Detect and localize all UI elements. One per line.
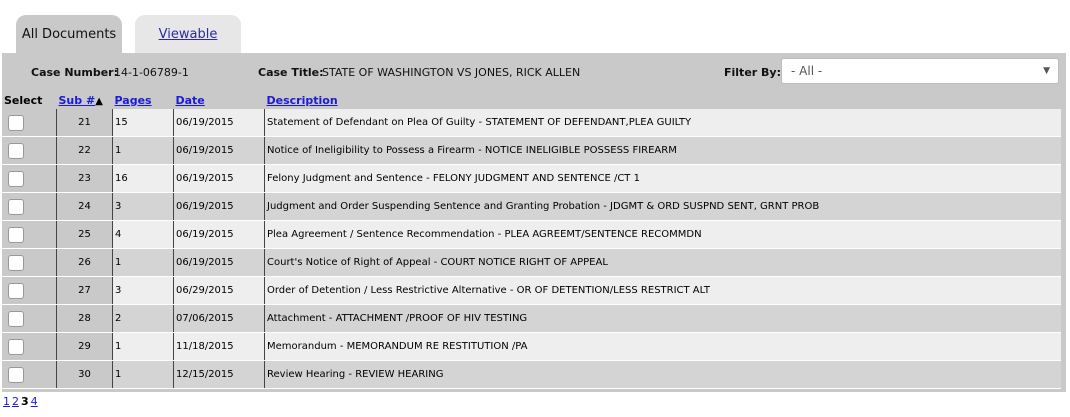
pages-cell: 3 [113,277,174,305]
table-header-row [2,91,1061,109]
date-cell: 06/29/2015 [174,277,265,305]
date-cell: 12/15/2015 [174,361,265,389]
select-cell [2,109,57,137]
tab-all-documents-label: All Documents [21,26,117,42]
date-cell: 11/18/2015 [174,333,265,361]
case-number-label: Case Number: [31,66,118,79]
date-cell: 06/19/2015 [174,249,265,277]
description-cell[interactable]: Statement of Defendant on Plea Of Guilty - STATEMENT OF DEFENDANT,PLEA GUILTY [265,109,1062,137]
tab-all-documents[interactable] [16,15,122,53]
date-cell: 06/19/2015 [174,109,265,137]
description-cell[interactable]: Judgment and Order Suspending Sentence and Granting Probation - JDGMT & ORD SUSPND SENT, GRNT PROB [265,193,1062,221]
description-cell[interactable]: Memorandum - MEMORANDUM RE RESTITUTION /PA [265,333,1062,361]
header-date-link[interactable]: Date [175,93,205,107]
pages-cell: 3 [113,193,174,221]
table-row [2,277,1061,305]
description-cell[interactable]: Plea Agreement / Sentence Recommendation - PLEA AGREEMT/SENTENCE RECOMMDN [265,221,1062,249]
sub-cell: 25 [57,221,113,249]
description-cell[interactable]: Court's Notice of Right of Appeal - COURT NOTICE RIGHT OF APPEAL [265,249,1062,277]
sub-cell: 27 [57,277,113,305]
case-title-label: Case Title: [258,66,324,79]
sub-cell: 23 [57,165,113,193]
table-row [2,361,1061,389]
sub-cell: 21 [57,109,113,137]
filter-by-label: Filter By: [724,66,781,79]
sub-cell: 30 [57,361,113,389]
pages-cell: 1 [113,361,174,389]
sort-ascending-icon: ▲ [95,95,103,107]
table-row [2,249,1061,277]
header-pages-link[interactable]: Pages [114,93,152,107]
table-row [2,137,1061,165]
select-checkbox[interactable] [8,283,24,299]
select-checkbox[interactable] [8,227,24,243]
select-cell [2,333,57,361]
select-cell [2,277,57,305]
table-row [2,333,1061,361]
description-cell[interactable]: Attachment - ATTACHMENT /PROOF OF HIV TESTING [265,305,1062,333]
page-link[interactable]: 1 [3,395,10,408]
description-cell[interactable]: Notice of Ineligibility to Possess a Firearm - NOTICE INELIGIBLE POSSESS FIREARM [265,137,1062,165]
select-cell [2,305,57,333]
select-cell [2,221,57,249]
page-link[interactable]: 4 [30,395,38,408]
select-checkbox[interactable] [8,311,24,327]
description-cell[interactable]: Review Hearing - REVIEW HEARING [265,361,1062,389]
documents-panel [2,53,1066,392]
select-cell [2,361,57,389]
header-description-link[interactable]: Description [266,93,338,107]
case-number-value: 14-1-06789-1 [114,66,189,79]
header-select: Select [4,93,43,107]
select-checkbox[interactable] [8,171,24,187]
sub-cell: 26 [57,249,113,277]
select-checkbox[interactable] [8,115,24,131]
table-row [2,305,1061,333]
table-row [2,165,1061,193]
select-checkbox[interactable] [8,143,24,159]
select-checkbox[interactable] [8,367,24,383]
pages-cell: 4 [113,221,174,249]
tab-bar [0,0,1070,53]
description-cell[interactable]: Order of Detention / Less Restrictive Alternative - OR OF DETENTION/LESS RESTRICT ALT [265,277,1062,305]
select-cell [2,137,57,165]
sub-cell: 28 [57,305,113,333]
header-description[interactable] [265,91,1062,109]
pages-cell: 2 [113,305,174,333]
select-cell [2,193,57,221]
description-cell[interactable]: Felony Judgment and Sentence - FELONY JUDGMENT AND SENTENCE /CT 1 [265,165,1062,193]
date-cell: 07/06/2015 [174,305,265,333]
page-link[interactable]: 2 [12,395,19,408]
sub-cell: 22 [57,137,113,165]
pages-cell: 1 [113,249,174,277]
select-checkbox[interactable] [8,255,24,271]
filter-select[interactable] [781,58,1059,84]
header-sub[interactable] [57,91,113,109]
select-checkbox[interactable] [8,199,24,215]
page-current: 3 [21,395,29,408]
select-cell [2,165,57,193]
pages-cell: 1 [113,333,174,361]
sub-cell: 29 [57,333,113,361]
case-title-value: STATE OF WASHINGTON VS JONES, RICK ALLEN [322,66,581,79]
documents-table [2,91,1061,389]
tab-viewable-link[interactable]: Viewable [158,26,218,42]
pagination [3,395,40,408]
filter-select-value: - All - [791,64,823,78]
header-pages[interactable] [113,91,174,109]
date-cell: 06/19/2015 [174,165,265,193]
select-checkbox[interactable] [8,339,24,355]
pages-cell: 1 [113,137,174,165]
select-cell [2,249,57,277]
date-cell: 06/19/2015 [174,221,265,249]
pages-cell: 15 [113,109,174,137]
header-date[interactable] [174,91,265,109]
table-row [2,221,1061,249]
header-sub-link[interactable]: Sub # [58,93,96,107]
table-row [2,109,1061,137]
date-cell: 06/19/2015 [174,137,265,165]
table-row [2,193,1061,221]
chevron-down-icon: ▼ [1043,66,1050,76]
tab-viewable[interactable] [135,15,241,53]
date-cell: 06/19/2015 [174,193,265,221]
pages-cell: 16 [113,165,174,193]
sub-cell: 24 [57,193,113,221]
